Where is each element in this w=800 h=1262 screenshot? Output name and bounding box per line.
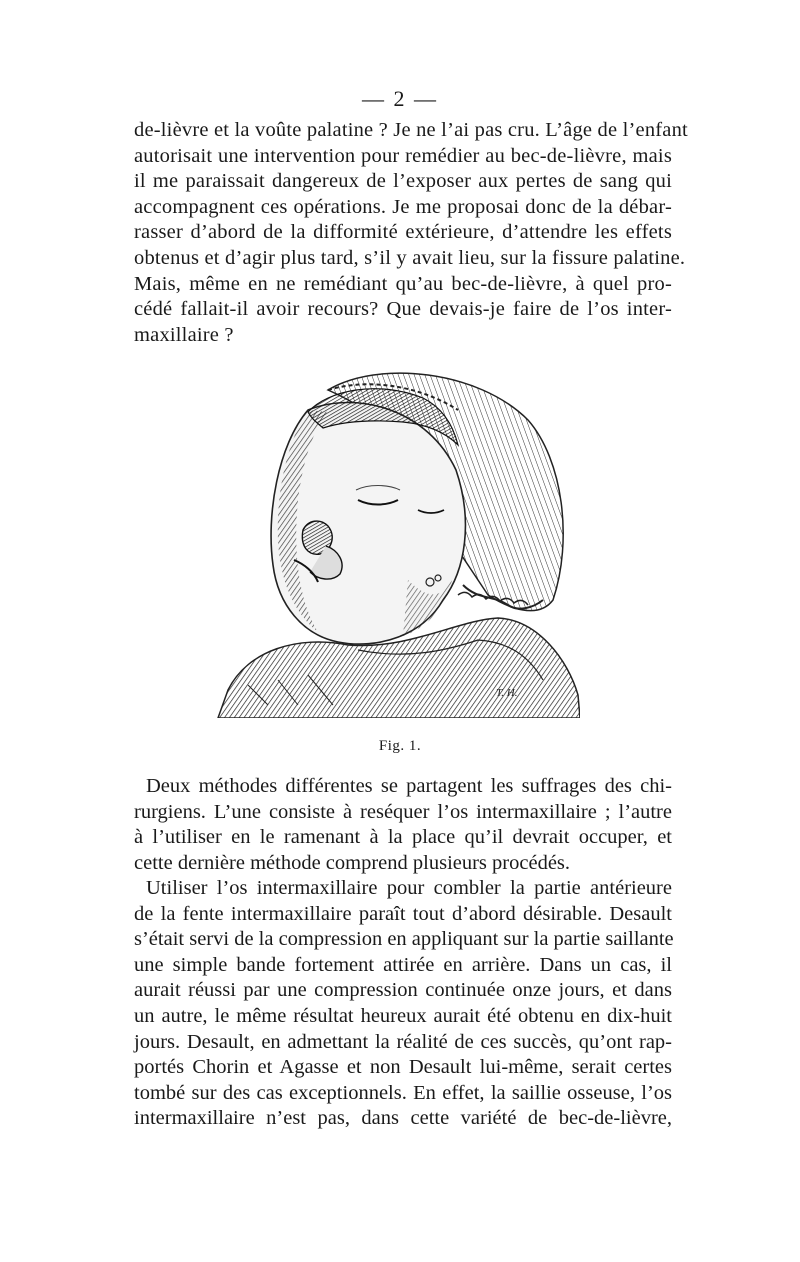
text-line: rurgiens. L’une consiste à reséquer l’os intermaxillaire ; l’autre: [134, 800, 672, 823]
text-line: rasser d’abord de la difformité extérieure, d’attendre les effets: [134, 221, 672, 244]
text-line: de la fente intermaxillaire paraît tout d’abord désirable. Desault: [134, 902, 672, 925]
text-line: Deux méthodes différentes se partagent les suffrages des chi-: [146, 775, 672, 797]
text-line: tombé sur des cas exceptionnels. En effet, la saillie osseuse, l’os: [134, 1081, 672, 1104]
text-line: cette dernière méthode comprend plusieurs procédés.: [134, 851, 571, 874]
text-line: accompagnent ces opérations. Je me proposai donc de la débar-: [134, 195, 672, 218]
paragraph-2: [134, 774, 672, 876]
figure-caption: Fig. 1.: [378, 738, 422, 754]
engraver-signature: T. H.: [496, 687, 518, 699]
text-line: portés Chorin et Agasse et non Desault lui-même, serait certes: [134, 1056, 672, 1079]
text-line: de-lièvre et la voûte palatine ? Je ne l’ai pas cru. L’âge de l’enfant: [134, 119, 688, 141]
paragraph-1: [134, 118, 688, 348]
text-line: Utiliser l’os intermaxillaire pour combler la partie antérieure: [146, 877, 672, 899]
paragraph-3: [134, 876, 672, 1132]
page-number: — 2 —: [362, 86, 438, 111]
text-line: il me paraissait dangereux de l’exposer aux pertes de sang qui: [134, 170, 672, 193]
text-line: jours. Desault, en admettant la réalité de ces succès, qu’ont rap-: [134, 1030, 672, 1053]
text-line: s’était servi de la compression en appliquant sur la partie saillante: [134, 928, 674, 951]
engraving-figure: [208, 350, 580, 718]
text-line: autorisait une intervention pour remédier au bec-de-lièvre, mais: [134, 144, 672, 167]
infant-portrait-illustration: [208, 350, 580, 718]
text-line: aurait réussi par une compression continuée onze jours, et dans: [134, 979, 672, 1002]
text-line: intermaxillaire n’est pas, dans cette variété de bec-de-lièvre,: [134, 1107, 672, 1130]
text-line: cédé fallait-il avoir recours? Que devais-je faire de l’os inter-: [134, 298, 672, 321]
text-line: une simple bande fortement attirée en arrière. Dans un cas, il: [134, 953, 672, 976]
text-line: Mais, même en ne remédiant qu’au bec-de-lièvre, à quel pro-: [134, 272, 672, 295]
text-line: un autre, le même résultat heureux aurait été obtenu en dix-huit: [134, 1004, 672, 1027]
text-line: obtenus et d’agir plus tard, s’il y avait lieu, sur la fissure palatine.: [134, 246, 686, 269]
text-line: à l’utiliser en le ramenant à la place qu’il devrait occuper, et: [134, 826, 672, 849]
text-line: maxillaire ?: [134, 323, 234, 346]
